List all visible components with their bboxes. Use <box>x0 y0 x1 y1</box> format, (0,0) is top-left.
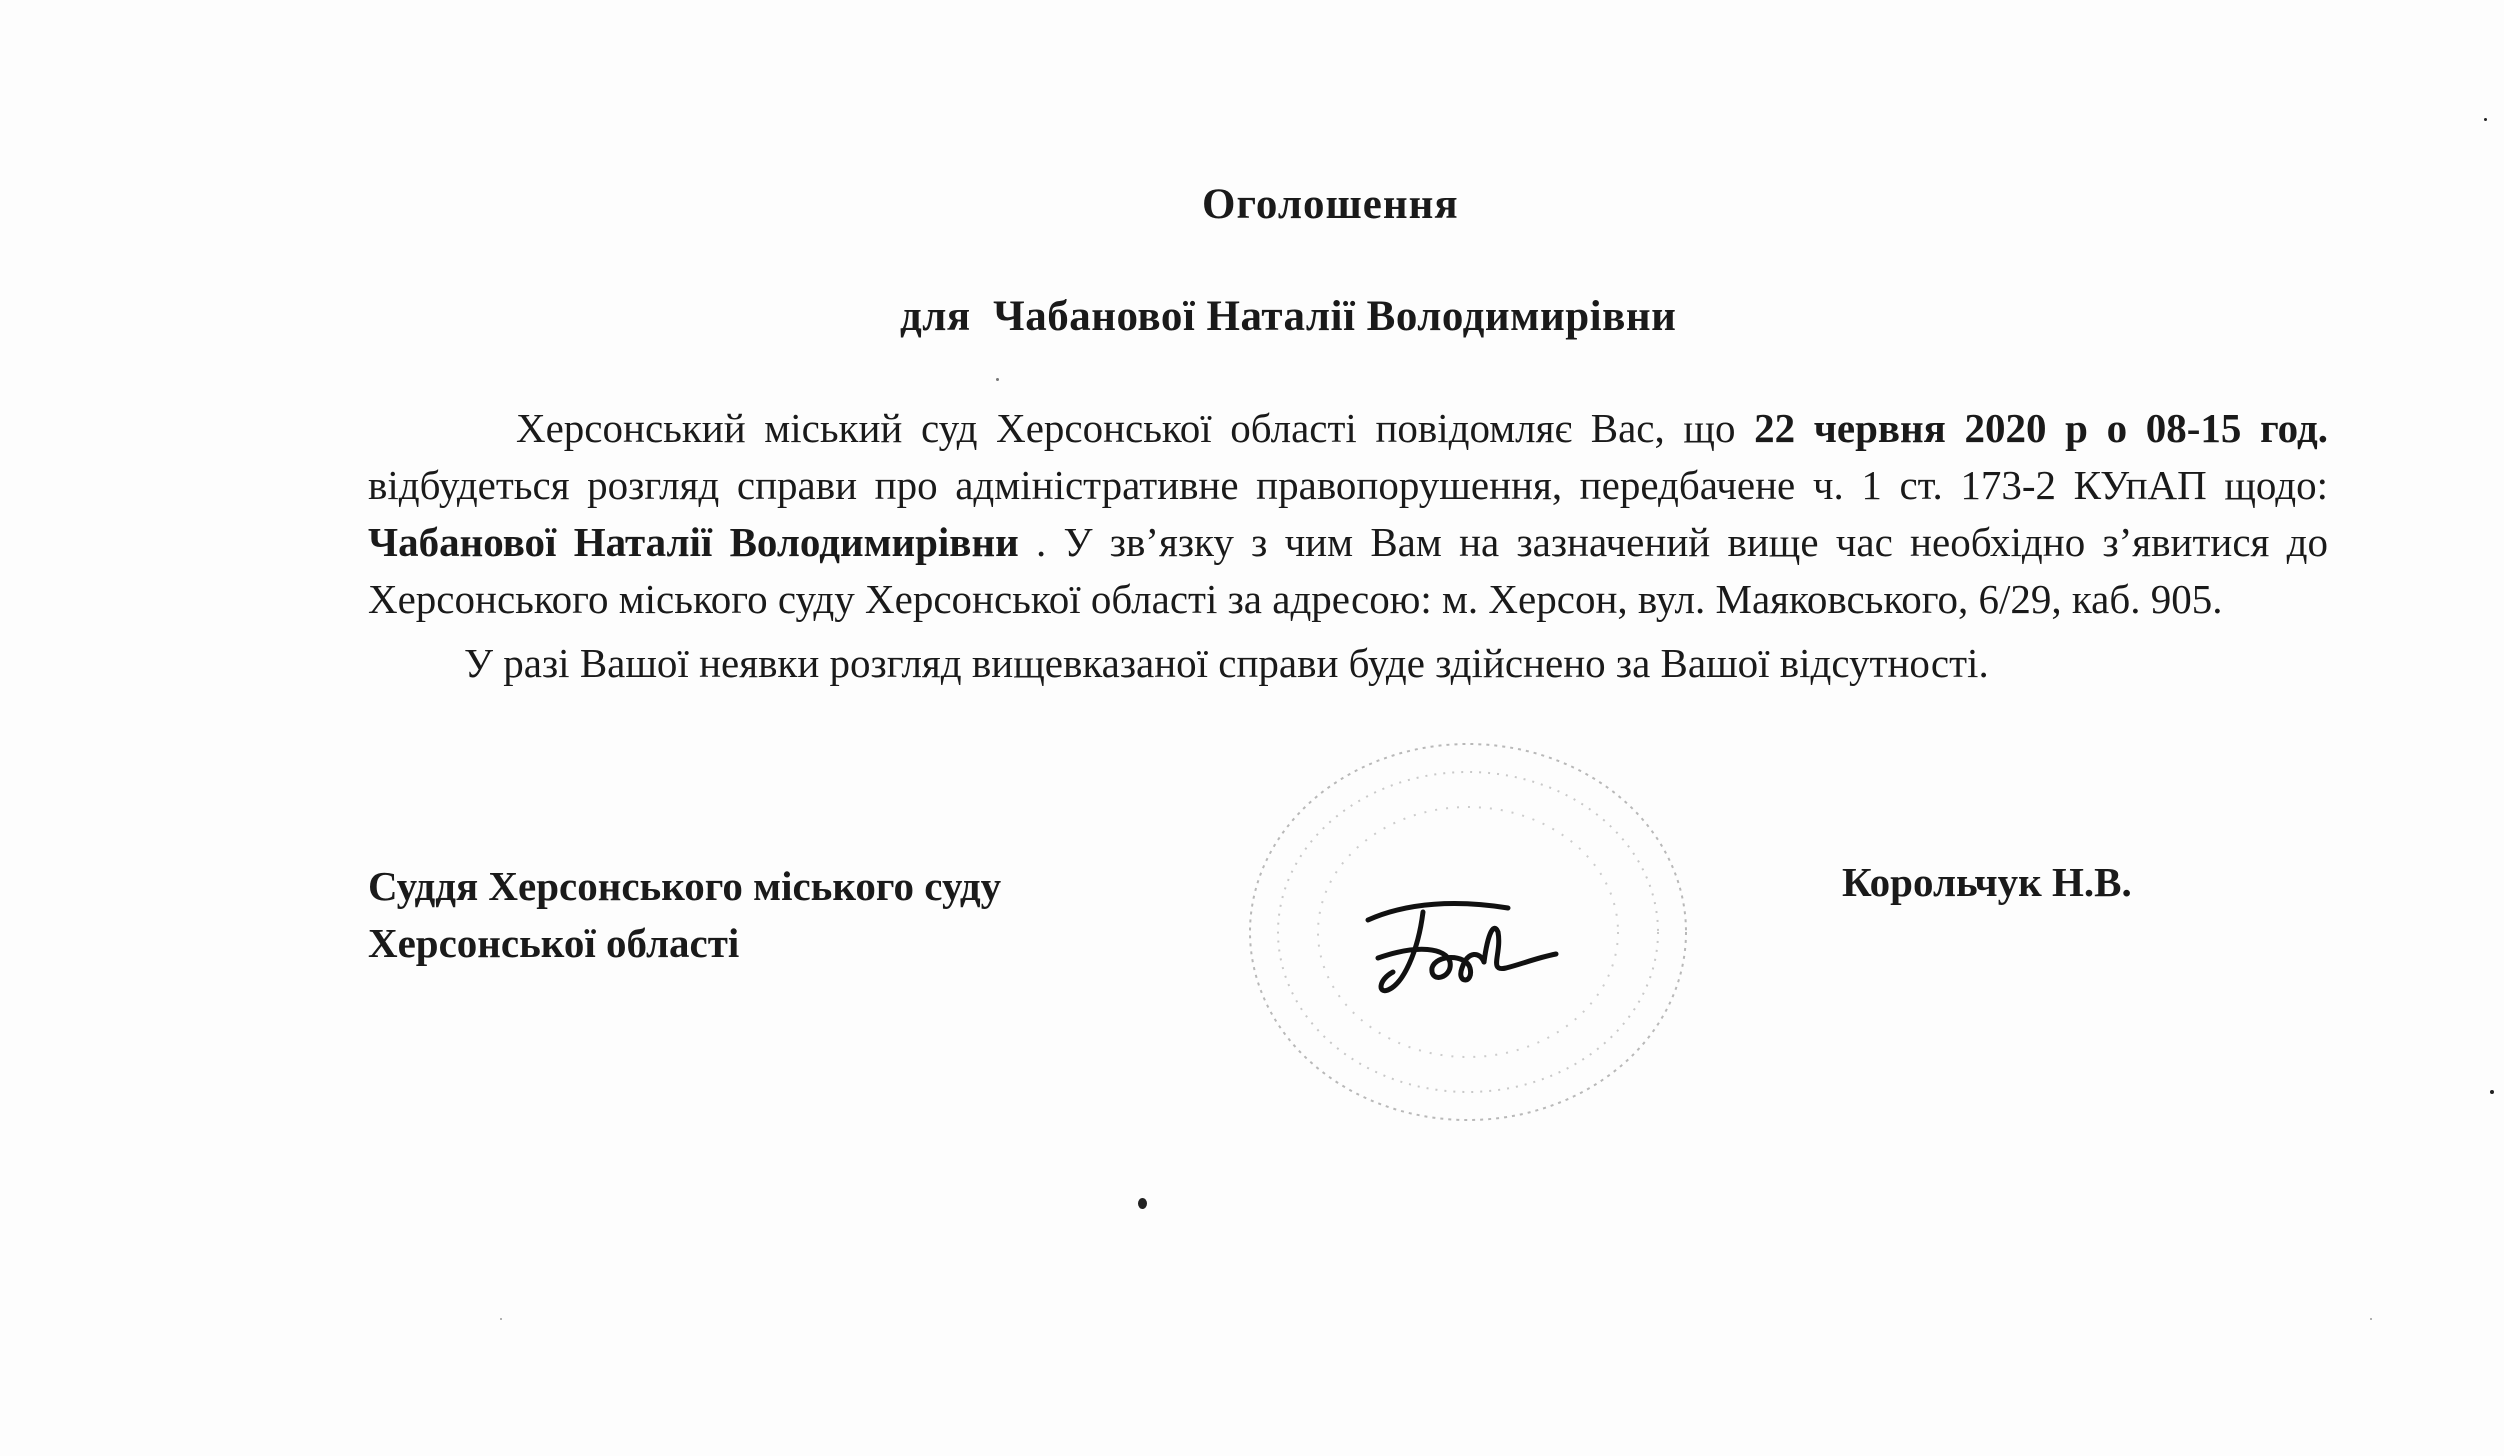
document-addressee: для Чабанової Наталії Володимирівни <box>900 293 1677 340</box>
scan-speck <box>996 378 999 381</box>
court-stamp-icon <box>1218 722 1738 1122</box>
signature-icon <box>1368 904 1556 991</box>
paragraph-absence: У разі Вашої неявки розгляд вищевказаної справи буде здійснено за Вашої відсутності. <box>464 640 1989 686</box>
hearing-date: 22 червня 2020 р о 08-15 год. <box>1754 405 2328 451</box>
scan-speck <box>1138 1198 1147 1209</box>
notice-text-part1: Херсонський міський суд Херсонської області повідомляє Вас, що <box>516 405 1755 451</box>
judge-position <box>368 858 1001 972</box>
notice-text-part2: відбудеться розгляд справи про адміністративне правопорушення, передбачене ч. 1 ст. 173-2 КУпАП щодо: <box>368 462 2328 508</box>
scan-speck <box>2490 1090 2494 1094</box>
scan-speck <box>500 1318 502 1320</box>
judge-position-line1: Суддя Херсонського міського суду <box>368 863 1002 909</box>
paragraph-notice <box>368 400 2328 628</box>
document-title: Оголошення <box>1202 181 1459 228</box>
scan-speck <box>2370 1318 2372 1320</box>
defendant-name: Чабанової Наталії Володимирівни <box>368 519 1019 565</box>
notice-text-part3: . У зв’язку з чим Вам на зазначений вище час необхідно з’явитися до Херсонського міського суду Херсонської області за адресою: м. Херсон, вул. Маяковського, 6/29, каб. 905. <box>368 519 2328 622</box>
judge-position-line2: Херсонської області <box>368 920 740 966</box>
judge-name: Корольчук Н.В. <box>1842 859 2132 905</box>
document-body <box>368 400 2328 694</box>
scan-speck <box>2484 118 2487 121</box>
